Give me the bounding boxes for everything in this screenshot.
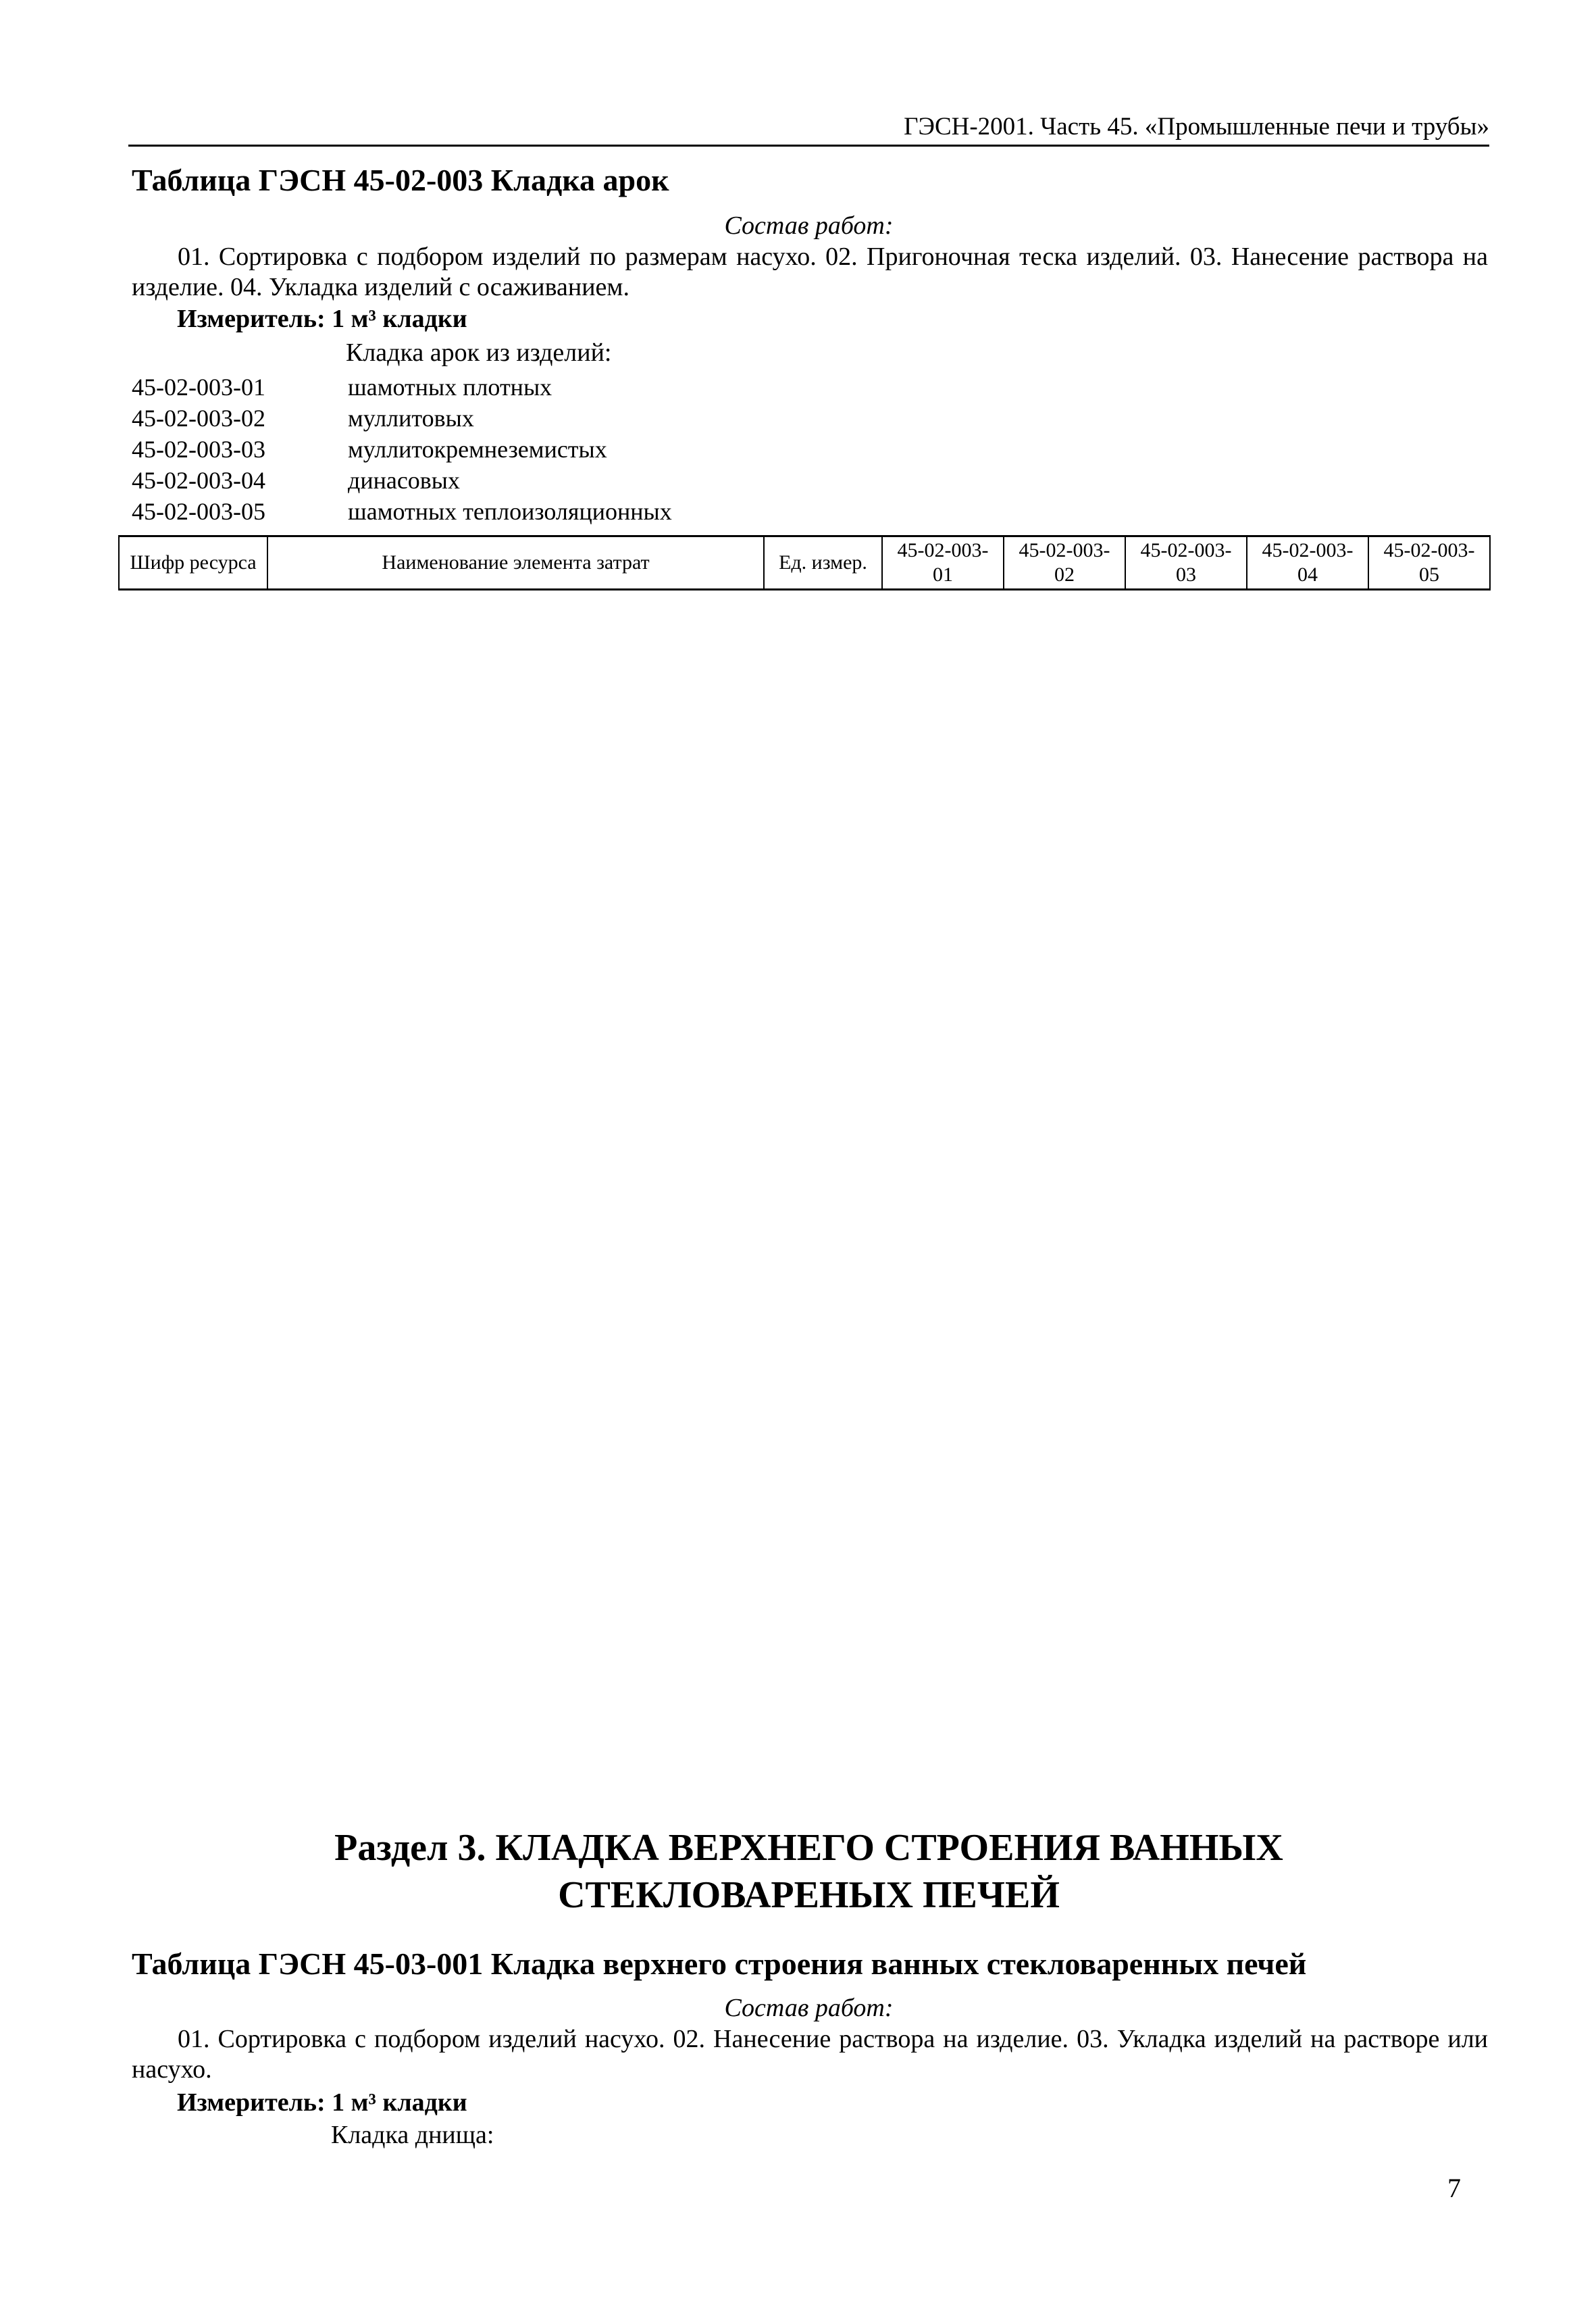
code-list (132, 372, 740, 527)
resource-table (118, 535, 1491, 590)
code-name: муллитовых (348, 405, 474, 432)
table-header-row (119, 536, 1490, 590)
section-heading (128, 1824, 1489, 1919)
code-name: динасовых (348, 467, 460, 494)
col-header-c5: 45-02-003-05 (1368, 536, 1490, 590)
running-title: ГЭСН-2001. Часть 45. «Промышленные печи и трубы» (904, 113, 1489, 141)
code-list-item (132, 496, 740, 527)
code-list-item (132, 434, 740, 465)
page-number: 7 (1447, 2173, 1461, 2203)
code-list-item (132, 403, 740, 434)
meter-line-2: Измеритель: 1 м³ кладки (177, 2088, 467, 2117)
table2-title: Таблица ГЭСН 45-03-001 Кладка верхнего строения ванных стекловаренных печей (132, 1946, 1307, 1981)
code-name: шамотных плотных (348, 374, 552, 401)
col-header-c4: 45-02-003-04 (1247, 536, 1368, 590)
code: 45-02-003-04 (132, 467, 265, 494)
code-name: муллитокремнеземистых (348, 436, 607, 463)
work-composition-heading-2: Состав работ: (724, 1994, 894, 2022)
col-header-unit: Ед. измер. (764, 536, 882, 590)
code: 45-02-003-02 (132, 405, 265, 432)
code: 45-02-003-01 (132, 374, 265, 401)
section-heading-line1: Раздел 3. КЛАДКА ВЕРХНЕГО СТРОЕНИЯ ВАННЫХ (334, 1827, 1283, 1869)
col-header-c2: 45-02-003-02 (1004, 536, 1125, 590)
col-header-c1: 45-02-003-01 (882, 536, 1004, 590)
work-composition-heading: Состав работ: (724, 211, 894, 240)
meter-line: Измеритель: 1 м³ кладки (177, 305, 467, 333)
group-label-2: Кладка днища: (331, 2121, 494, 2149)
col-header-name: Наименование элемента затрат (267, 536, 764, 590)
code-list-item (132, 372, 740, 403)
col-header-shifr: Шифр ресурса (119, 536, 267, 590)
work-composition-text-2: 01. Сортировка с подбором изделий насухо. 02. Нанесение раствора на изделие. 03. Укладка изделий на растворе или насухо. (132, 2025, 1488, 2084)
code: 45-02-003-03 (132, 436, 265, 463)
code: 45-02-003-05 (132, 498, 265, 525)
running-header (128, 107, 1489, 147)
col-header-c3: 45-02-003-03 (1125, 536, 1247, 590)
table1-title: Таблица ГЭСН 45-02-003 Кладка арок (132, 163, 669, 197)
code-list-item (132, 465, 740, 496)
section-heading-line2: СТЕКЛОВАРЕНЫХ ПЕЧЕЙ (558, 1874, 1060, 1916)
work-composition-text: 01. Сортировка с подбором изделий по размерам насухо. 02. Пригоночная теска изделий. 03. Нанесение раствора на изделие. 04. Укладка изделий с осаживанием. (132, 243, 1488, 301)
code-name: шамотных теплоизоляционных (348, 498, 672, 525)
group-label: Кладка арок из изделий: (346, 338, 612, 367)
